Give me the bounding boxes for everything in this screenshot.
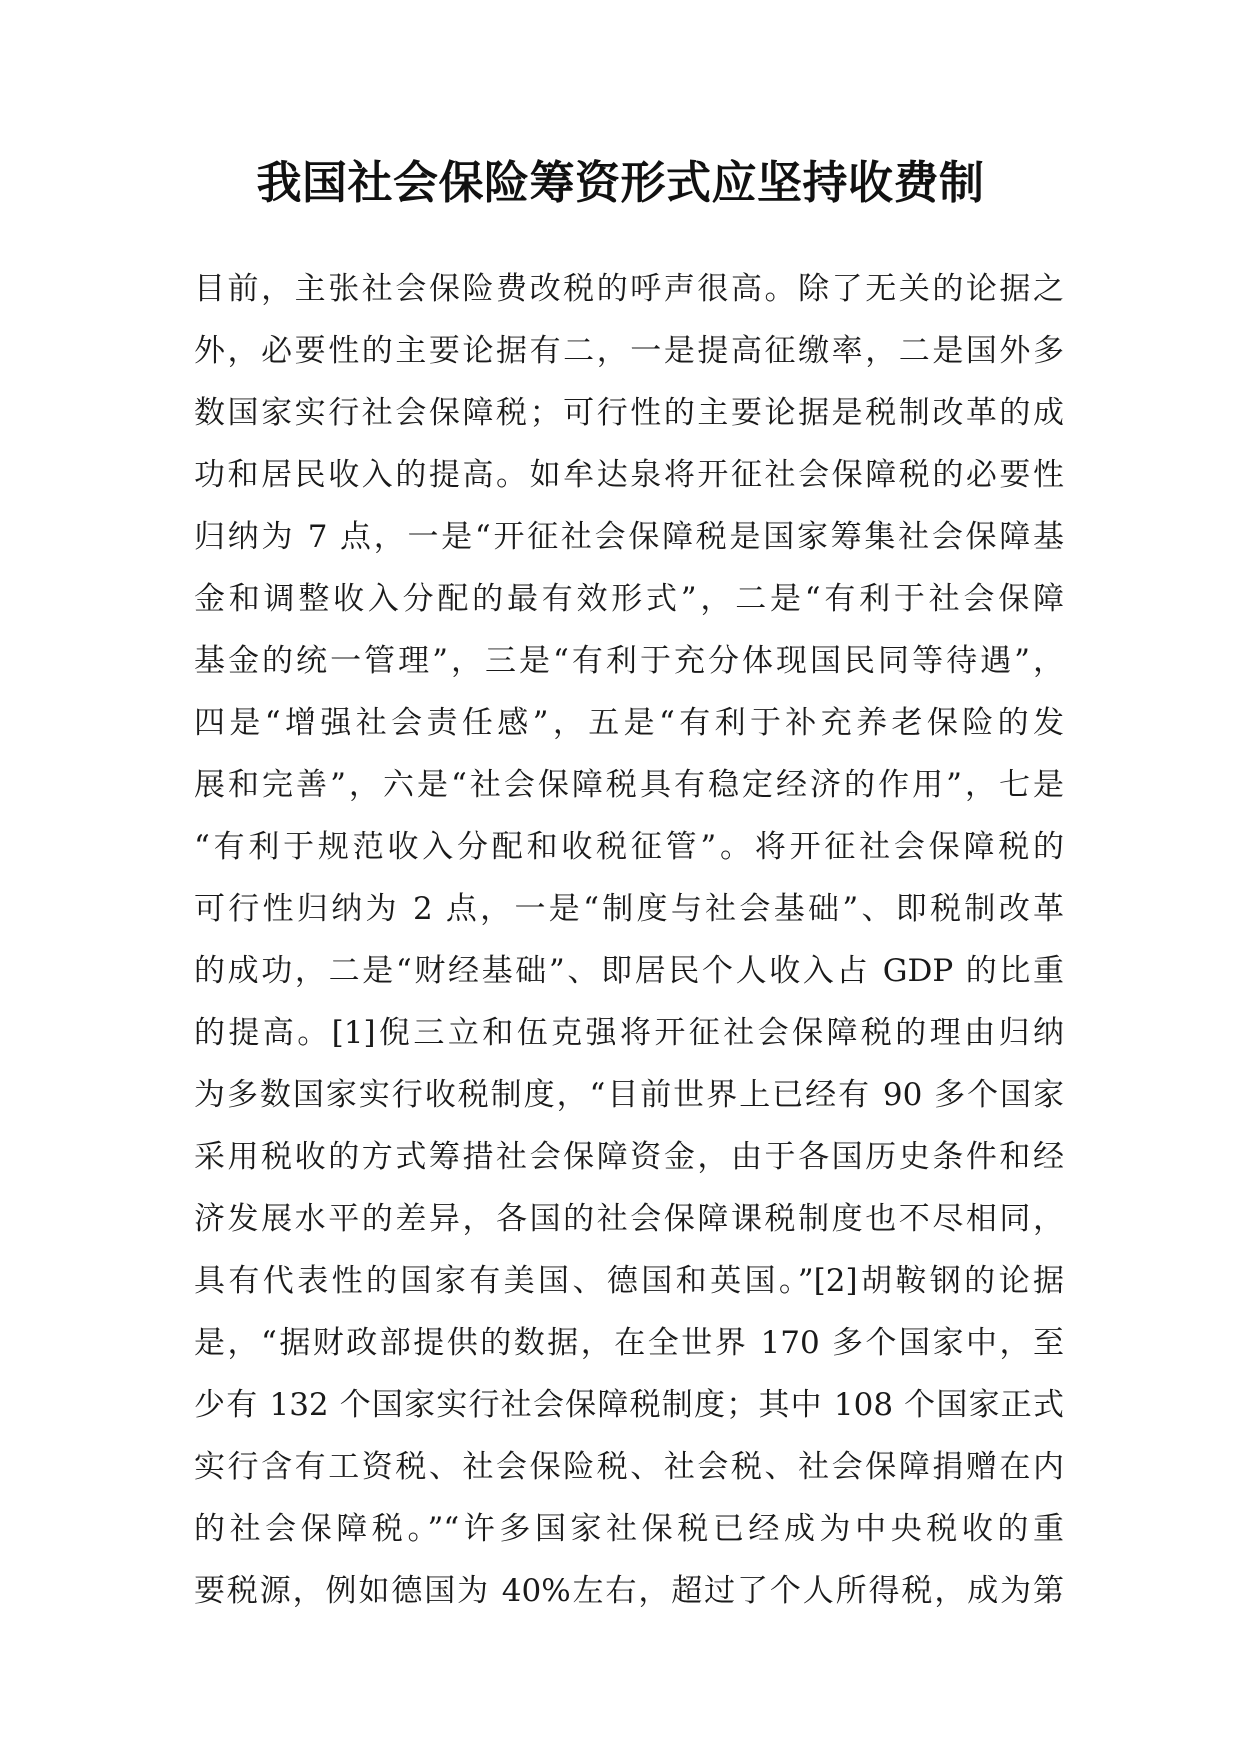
body-line: 的成功，二是“财经基础”、即居民个人收入占 GDP 的比重 [194,953,1064,989]
body-line: 外，必要性的主要论据有二，一是提高征缴率，二是国外多 [194,333,1064,369]
document-body [194,258,1064,1622]
body-line: 目前，主张社会保险费改税的呼声很高。除了无关的论据之 [194,271,1064,307]
body-line: 归纳为 7 点，一是“开征社会保障税是国家筹集社会保障基 [194,519,1064,555]
body-line: 数国家实行社会保障税；可行性的主要论据是税制改革的成 [194,395,1064,431]
body-line: “有利于规范收入分配和收税征管”。将开征社会保障税的 [194,829,1064,865]
document-title: 我国社会保险筹资形式应坚持收费制 [256,156,985,209]
body-line: 四是“增强社会责任感”，五是“有利于补充养老保险的发 [194,705,1064,741]
body-line: 济发展水平的差异，各国的社会保障课税制度也不尽相同， [194,1201,1064,1237]
body-line: 具有代表性的国家有美国、德国和英国。”[2]胡鞍钢的论据 [194,1263,1064,1299]
body-line: 金和调整收入分配的最有效形式”，二是“有利于社会保障 [194,581,1064,617]
body-line: 基金的统一管理”，三是“有利于充分体现国民同等待遇”， [194,643,1064,679]
body-line: 要税源，例如德国为 40%左右，超过了个人所得税，成为第 [194,1573,1064,1609]
body-line: 少有 132 个国家实行社会保障税制度；其中 108 个国家正式 [194,1387,1064,1423]
body-line: 功和居民收入的提高。如牟达泉将开征社会保障税的必要性 [194,457,1064,493]
body-line: 可行性归纳为 2 点，一是“制度与社会基础”、即税制改革 [194,891,1064,927]
body-line: 采用税收的方式筹措社会保障资金，由于各国历史条件和经 [194,1139,1064,1175]
body-line: 的社会保障税。”“许多国家社保税已经成为中央税收的重 [194,1511,1064,1547]
body-line: 展和完善”，六是“社会保障税具有稳定经济的作用”，七是 [194,767,1064,803]
body-line: 实行含有工资税、社会保险税、社会税、社会保障捐赠在内 [194,1449,1064,1485]
body-line: 的提高。[1]倪三立和伍克强将开征社会保障税的理由归纳 [194,1015,1064,1051]
body-line: 是，“据财政部提供的数据，在全世界 170 多个国家中，至 [194,1325,1064,1361]
body-line: 为多数国家实行收税制度，“目前世界上已经有 90 多个国家 [194,1077,1064,1113]
